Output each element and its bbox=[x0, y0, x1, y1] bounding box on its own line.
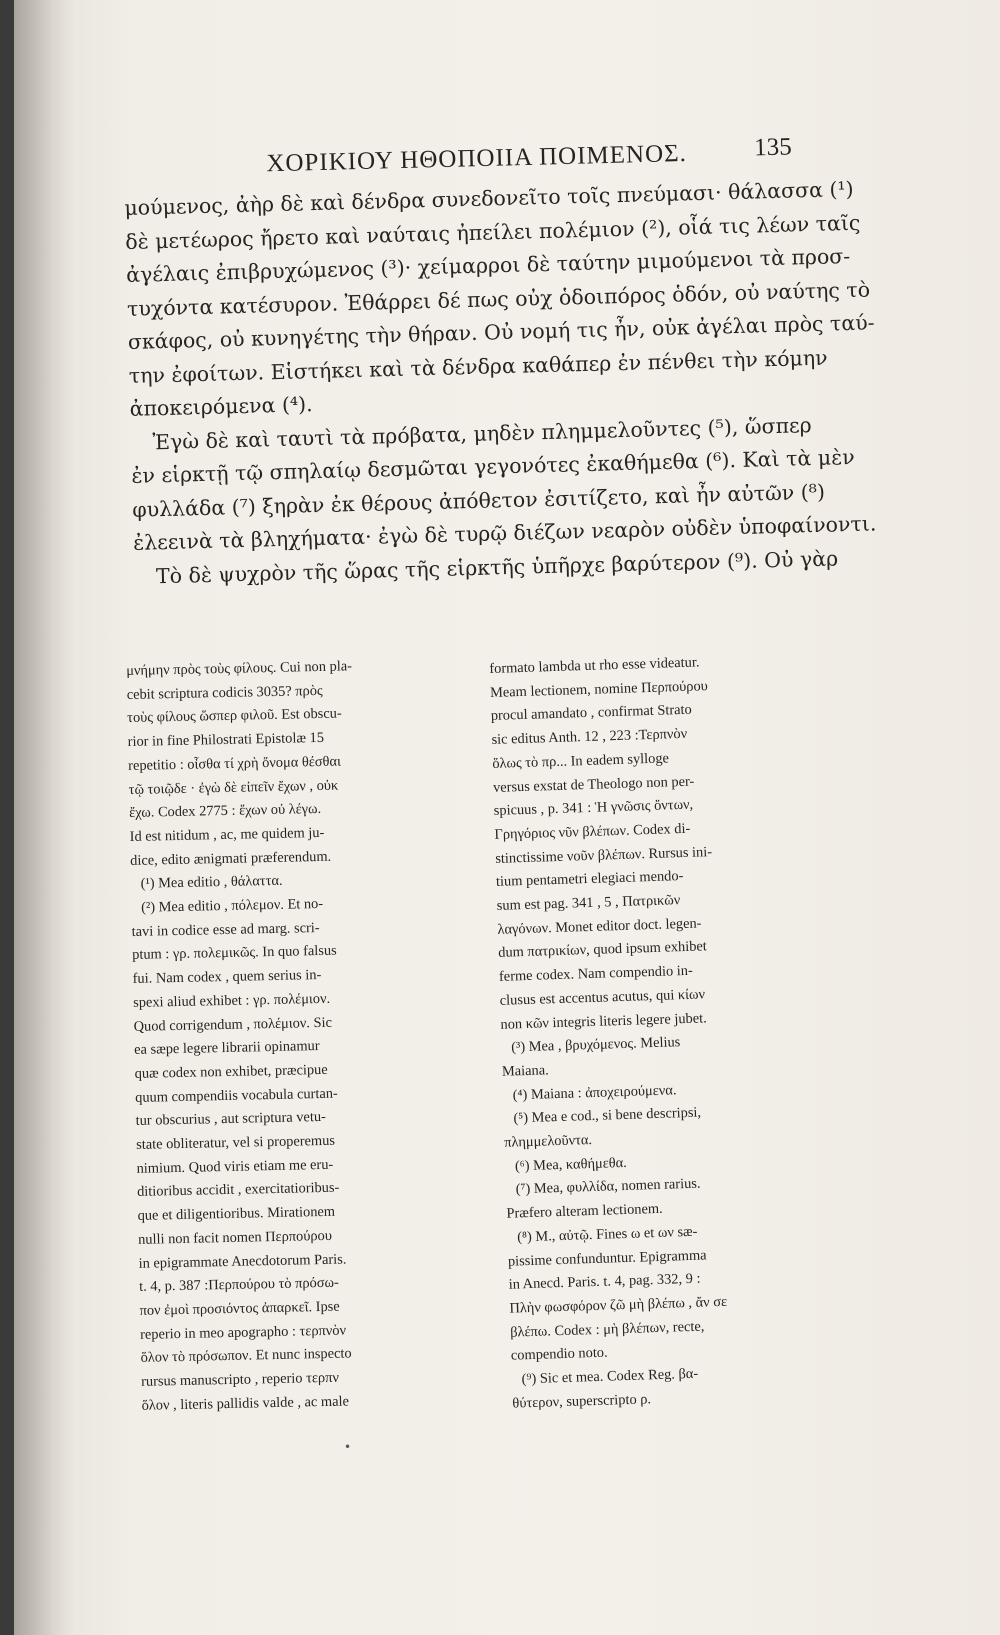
footnote-line: (⁸) M., αὐτῷ. Fines ω et ων sæ- bbox=[516, 1223, 698, 1246]
text-line: δὲ μετέωρος ἤρετο καὶ ναύταις ἠπείλει πολέμιον (²), οἷά τις λέων ταῖς bbox=[124, 210, 861, 254]
footnote-line: Id est nitidum , ac, me quidem ju- bbox=[129, 824, 325, 845]
footnote-line: rursus manuscripto , reperio τερπν bbox=[140, 1369, 340, 1390]
footnote-line: quæ codex non exhibet, præcipue bbox=[134, 1061, 328, 1082]
footnote-line: versus exstat de Theologo non per- bbox=[492, 773, 695, 796]
footnote-line: sum est pag. 341 , 5 , Πατρικῶν bbox=[496, 892, 681, 914]
footnote-line: (⁶) Mea, καθήμεθα. bbox=[514, 1154, 628, 1175]
footnote-line: dum πατρικίων, quod ipsum exhibet bbox=[498, 938, 708, 962]
footnotes-right-column bbox=[489, 647, 853, 1416]
footnote-line: ἔχω. Codex 2775 : ἔχων οὐ λέγω. bbox=[129, 801, 322, 822]
footnote-line: non κῶν integris literis legere jubet. bbox=[500, 1009, 707, 1033]
footnote-line: τοὺς φίλους ὥσπερ φιλοῦ. Est obscu- bbox=[127, 705, 342, 727]
footnote-line: pissime confunduntur. Epigramma bbox=[507, 1247, 707, 1270]
footnote-line: tavi in codice esse ad marg. scri- bbox=[131, 919, 320, 940]
footnote-line: nimium. Quod viris etiam me eru- bbox=[136, 1156, 334, 1177]
footnote-line: cebit scriptura codicis 3035? πρὸς bbox=[126, 682, 323, 703]
footnotes-left-column bbox=[126, 653, 482, 1418]
footnote-line: que et diligentioribus. Mirationem bbox=[137, 1203, 336, 1225]
main-text-block bbox=[124, 173, 877, 593]
text-line: τυχόντα κατέσυρον. Ἐθάρρει δέ πως οὐχ ὁδοιπόρος ὁδόν, οὐ ναύτης τὸ bbox=[126, 277, 871, 321]
footnote-line: Γρηγόριος νῦν βλέπων. Codex di- bbox=[494, 820, 691, 843]
footnote-line: (⁴) Maiana : ἀποχειρούμενα. bbox=[512, 1081, 677, 1104]
footnote-line: formato lambda ut rho esse videatur. bbox=[489, 654, 700, 677]
footnote-line: ea sæpe legere librarii opinamur bbox=[134, 1038, 320, 1059]
footnote-line: in epigrammate Anecdotorum Paris. bbox=[138, 1251, 347, 1272]
footnote-line: in Anecd. Paris. t. 4, pag. 332, 9 : bbox=[508, 1270, 701, 1293]
footnote-line: ὅλον τὸ πρόσωπον. Et nunc inspecto bbox=[140, 1345, 352, 1367]
footnote-line: quum compendiis vocabula curtan- bbox=[134, 1085, 338, 1106]
text-line: σκάφος, οὐ κυνηγέτης τὴν θήραν. Οὐ νομή τις ἦν, οὐκ ἀγέλαι πρὸς ταύ- bbox=[127, 310, 875, 354]
footnote-line: ὅλως τὸ πρ... In eadem sylloge bbox=[492, 750, 670, 772]
text-line: ἀγέλαις ἐπιβρυχώμενος (³)· χείμαρροι δὲ ταύτην μιμούμενοι τὰ προσ- bbox=[125, 244, 851, 287]
footnote-line: ptum : γρ. πολεμικῶς. In quo falsus bbox=[132, 943, 337, 964]
footnote-line: Πλὴν φωσφόρον ζῶ μὴ βλέπω , ἄν σε bbox=[509, 1293, 728, 1317]
footnote-line: ὅλον , literis pallidis valde , ac male bbox=[141, 1393, 350, 1414]
footnote-line: (¹) Mea editio , θάλαττα. bbox=[140, 873, 283, 893]
text-line: ἐν εἱρκτῇ τῷ σπηλαίῳ δεσμῶται γεγονότες ἐκαθήμεθα (⁶). Καὶ τὰ μὲν bbox=[131, 444, 855, 488]
footnote-line: πον ἐμοὶ προσιόντος ἀπαρκεῖ. Ipse bbox=[139, 1298, 340, 1319]
footnote-line: t. 4, p. 387 :Περπούρου τὸ πρόσω- bbox=[138, 1274, 339, 1296]
page-number: 135 bbox=[753, 133, 792, 162]
footnote-line: βλέπω. Codex : μὴ βλέπων, recte, bbox=[509, 1318, 705, 1341]
footnote-line: (²) Mea editio , πόλεμον. Et no- bbox=[141, 895, 324, 916]
text-line: Ἐγὼ δὲ καὶ ταυτὶ τὰ πρόβατα, μηδὲν πλημμελοῦντες (⁵), ὥσπερ bbox=[152, 412, 812, 454]
text-line: ἀποκειρόμενα (⁴). bbox=[129, 392, 313, 421]
footnote-line: ditioribus accidit , exercitatioribus- bbox=[136, 1180, 340, 1201]
footnote-line: Meam lectionem, nomine Περπούρου bbox=[489, 677, 708, 701]
footnote-line: fui. Nam codex , quem serius in- bbox=[132, 967, 322, 988]
text-line: Τὸ δὲ ψυχρὸν τῆς ὥρας τῆς εἱρκτῆς ὑπῆρχε βαρύτερον (⁹). Οὐ γὰρ bbox=[155, 545, 839, 588]
footnote-line: reperio in meo apographo : τερπνὸν bbox=[139, 1322, 347, 1343]
footnote-line: sic editus Anth. 12 , 223 :Τερπνὸν bbox=[491, 725, 688, 749]
text-line: φυλλάδα (⁷) ξηρὰν ἐκ θέρους ἀπόθετον ἐσιτίζετο, καὶ ἦν αὐτῶν (⁸) bbox=[131, 479, 826, 522]
footnote-line: repetitio : οἶσθα τί χρὴ ὄνομα θέσθαι bbox=[128, 753, 342, 774]
footnote-line: Quod corrigendum , πολέμιον. Sic bbox=[133, 1014, 333, 1035]
footnote-line: rior in fine Philostrati Epistolæ 15 bbox=[127, 729, 325, 751]
footnote-line: ferme codex. Nam compendio in- bbox=[498, 962, 693, 985]
running-title: ΧΟΡΙΚΙΟΥ ΗΘΟΠΟΙΙΑ ΠΟΙΜΕΝΟΣ. bbox=[266, 140, 688, 178]
footnote-line: spicuus , p. 341 : Ἡ γνῶσις ὄντων, bbox=[493, 796, 694, 820]
footnote-line: procul amandato , confirmat Strato bbox=[490, 702, 693, 725]
footnote-line: dice, edito ænigmati præferendum. bbox=[130, 848, 332, 869]
footnote-line: θύτερον, superscripto ρ. bbox=[512, 1391, 652, 1412]
footnote-line: tur obscurius , aut scriptura vetu- bbox=[135, 1109, 327, 1130]
footnote-line: Præfero alteram lectionem. bbox=[506, 1200, 663, 1222]
footnote-line: tium pentametri elegiaci mendo- bbox=[495, 868, 684, 891]
footnote-line: clusus est accentus acutus, qui κίων bbox=[499, 986, 706, 1009]
footnote-line: compendio noto. bbox=[510, 1345, 608, 1365]
gutter-shadow bbox=[14, 0, 74, 1635]
footnote-line: (⁹) Sic et mea. Codex Reg. βα- bbox=[521, 1365, 699, 1388]
footnote-line: μνήμην πρὸς τοὺς φίλους. Cui non pla- bbox=[126, 658, 353, 679]
footnote-line: spexi aliud exhibet : γρ. πολέμιον. bbox=[133, 990, 331, 1011]
footnote-line: Maiana. bbox=[501, 1062, 549, 1080]
footnote-line: τῷ τοιῷδε · ἐγὼ δὲ εἰπεῖν ἔχων , οὐκ bbox=[128, 777, 339, 798]
footnote-line: λαγόνων. Monet editor doct. legen- bbox=[497, 915, 702, 938]
text-line: ἐλεεινὰ τὰ βληχήματα· ἐγὼ δὲ τυρῷ διέζων νεαρὸν οὐδὲν ὑποφαίνοντι. bbox=[132, 511, 877, 555]
book-page bbox=[14, 0, 1000, 1635]
footnote-line: (³) Mea , βρυχόμενος. Melius bbox=[511, 1034, 681, 1056]
printer-mark: • bbox=[344, 1440, 352, 1454]
footnote-line: nulli non facit nomen Περπούρου bbox=[137, 1227, 333, 1248]
footnote-line: (⁷) Mea, φυλλίδα, nomen rarius. bbox=[515, 1176, 701, 1198]
text-line: την ἐφοίτων. Εἱστήκει καὶ τὰ δένδρα καθάπερ ἐν πένθει τὴν κόμην bbox=[128, 345, 828, 388]
footnote-line: (⁵) Mea e cod., si bene descripsi, bbox=[513, 1104, 702, 1127]
footnote-line: state obliteratur, vel si properemus bbox=[135, 1132, 336, 1153]
footnote-line: stinctissime νοῦν βλέπων. Rursus ini- bbox=[495, 843, 713, 867]
text-line: μούμενος, ἀὴρ δὲ καὶ δένδρα συνεδονεῖτο τοῖς πνεύμασι· θάλασσα (¹) bbox=[124, 176, 854, 220]
footnote-line: πλημμελοῦντα. bbox=[503, 1132, 593, 1151]
